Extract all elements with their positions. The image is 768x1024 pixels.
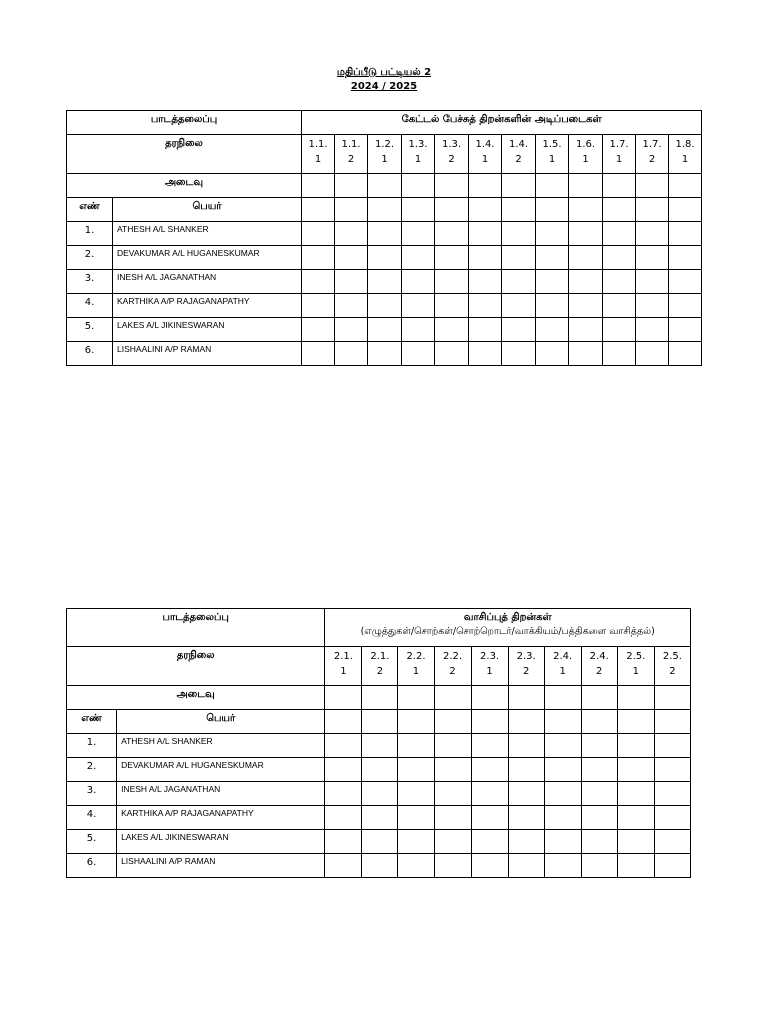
- mark-cell[interactable]: [544, 758, 581, 782]
- student-number: 1.: [67, 734, 117, 758]
- mark-cell[interactable]: [434, 686, 471, 710]
- standard-code-part: 1: [559, 666, 566, 677]
- standard-code: [508, 647, 544, 686]
- student-name: KARTHIKA A/P RAJAGANAPATHY: [117, 806, 325, 830]
- mark-cell[interactable]: [471, 830, 508, 854]
- student-row: [67, 246, 702, 270]
- standard-code: [654, 647, 690, 686]
- mark-cell[interactable]: [302, 222, 335, 246]
- student-row: [67, 318, 702, 342]
- mark-cell[interactable]: [536, 222, 569, 246]
- standard-code-part: 2: [448, 154, 455, 165]
- mark-cell[interactable]: [636, 222, 669, 246]
- mark-cell[interactable]: [368, 246, 402, 270]
- mark-cell[interactable]: [335, 318, 368, 342]
- mark-cell[interactable]: [335, 222, 368, 246]
- mark-cell[interactable]: [502, 294, 536, 318]
- student-row: [67, 222, 702, 246]
- standard-code-part: 1: [486, 666, 493, 677]
- mark-cell[interactable]: [434, 734, 471, 758]
- mark-cell[interactable]: [469, 246, 502, 270]
- student-name: LAKES A/L JIKINESWARAN: [113, 318, 302, 342]
- student-row: [67, 854, 691, 878]
- mark-cell[interactable]: [654, 830, 690, 854]
- mark-cell[interactable]: [636, 174, 669, 198]
- mark-cell[interactable]: [536, 270, 569, 294]
- standard-code: [302, 135, 335, 174]
- mark-cell[interactable]: [536, 342, 569, 366]
- name-header: பெயர்: [113, 198, 302, 222]
- mark-cell[interactable]: [508, 734, 544, 758]
- mark-cell[interactable]: [398, 758, 434, 782]
- student-number: 5.: [67, 830, 117, 854]
- mark-cell[interactable]: [435, 342, 469, 366]
- standard-code-part: 2.3.: [516, 651, 536, 662]
- mark-cell[interactable]: [402, 318, 435, 342]
- mark-cell[interactable]: [398, 806, 434, 830]
- student-name: INESH A/L JAGANATHAN: [113, 270, 302, 294]
- mark-cell[interactable]: [508, 830, 544, 854]
- student-name: ATHESH A/L SHANKER: [117, 734, 325, 758]
- mark-cell[interactable]: [536, 318, 569, 342]
- document-year: 2024 / 2025: [350, 81, 418, 92]
- standard-code-part: 1: [615, 154, 623, 165]
- mark-cell[interactable]: [536, 174, 569, 198]
- mark-cell[interactable]: [544, 830, 581, 854]
- student-row: [67, 782, 691, 806]
- mark-cell[interactable]: [581, 830, 617, 854]
- subject-value: கேட்டல் பேச்சுத் திறன்களின் அடிப்படைகள்: [302, 111, 702, 135]
- mark-cell[interactable]: [502, 198, 536, 222]
- standard-code: [536, 135, 569, 174]
- standard-label: தரநிலை: [67, 135, 302, 174]
- mark-cell[interactable]: [636, 270, 669, 294]
- mark-cell[interactable]: [302, 246, 335, 270]
- mark-cell[interactable]: [434, 710, 471, 734]
- standard-code-part: 2.4.: [589, 651, 609, 662]
- student-name: DEVAKUMAR A/L HUGANESKUMAR: [117, 758, 325, 782]
- mark-cell[interactable]: [335, 342, 368, 366]
- standard-code-part: 1: [632, 666, 639, 677]
- mark-cell[interactable]: [471, 806, 508, 830]
- subject-note: (எழுத்துகள்/சொற்கள்/சொற்றொடர்/வாக்கியம்/பத்திகளை வாசித்தல்): [360, 626, 655, 637]
- standard-code: [434, 647, 471, 686]
- standard-code: [362, 647, 398, 686]
- mark-cell[interactable]: [302, 198, 335, 222]
- standard-code-part: 1: [481, 154, 489, 165]
- mark-cell[interactable]: [617, 686, 654, 710]
- subject-label: பாடத்தலைப்பு: [67, 111, 302, 135]
- standard-code-part: 2: [515, 154, 522, 165]
- standard-code-part: 1.3.: [441, 139, 462, 150]
- standard-code: [603, 135, 636, 174]
- standard-code-part: 2.5.: [662, 651, 682, 662]
- mark-cell[interactable]: [581, 758, 617, 782]
- mark-cell[interactable]: [617, 758, 654, 782]
- mark-cell[interactable]: [669, 294, 702, 318]
- standard-code: [325, 647, 362, 686]
- standard-code-part: 1: [314, 154, 322, 165]
- standard-code-part: 1.2.: [374, 139, 395, 150]
- student-number: 1.: [67, 222, 113, 246]
- mark-cell[interactable]: [302, 294, 335, 318]
- mark-cell[interactable]: [362, 854, 398, 878]
- mark-cell[interactable]: [502, 246, 536, 270]
- mark-cell[interactable]: [435, 294, 469, 318]
- mark-cell[interactable]: [581, 806, 617, 830]
- mark-cell[interactable]: [325, 854, 362, 878]
- mark-cell[interactable]: [325, 782, 362, 806]
- mark-cell[interactable]: [469, 198, 502, 222]
- mark-cell[interactable]: [654, 806, 690, 830]
- student-number: 4.: [67, 806, 117, 830]
- mark-cell[interactable]: [669, 222, 702, 246]
- standard-code-part: 1: [340, 666, 347, 677]
- mark-cell[interactable]: [508, 782, 544, 806]
- student-row: [67, 734, 691, 758]
- standard-code-part: 1.1.: [308, 139, 328, 150]
- standard-code-part: 2: [376, 666, 384, 677]
- standard-code-part: 1.7.: [609, 139, 629, 150]
- mark-cell[interactable]: [536, 198, 569, 222]
- mark-cell[interactable]: [669, 270, 702, 294]
- mark-cell[interactable]: [398, 710, 434, 734]
- mark-cell[interactable]: [434, 758, 471, 782]
- mark-cell[interactable]: [617, 734, 654, 758]
- standard-code-part: 1: [412, 666, 420, 677]
- level-label: அடைவு: [67, 686, 325, 710]
- mark-cell[interactable]: [544, 854, 581, 878]
- mark-cell[interactable]: [302, 342, 335, 366]
- standard-code-part: 2.2.: [442, 651, 463, 662]
- standard-code: [469, 135, 502, 174]
- standard-code-part: 2.3.: [480, 651, 500, 662]
- mark-cell[interactable]: [362, 830, 398, 854]
- mark-cell[interactable]: [581, 854, 617, 878]
- mark-cell[interactable]: [669, 198, 702, 222]
- mark-cell[interactable]: [402, 246, 435, 270]
- document-header: [0, 66, 768, 94]
- mark-cell[interactable]: [398, 830, 434, 854]
- standard-code: [544, 647, 581, 686]
- mark-cell[interactable]: [435, 198, 469, 222]
- mark-cell[interactable]: [402, 342, 435, 366]
- mark-cell[interactable]: [335, 294, 368, 318]
- mark-cell[interactable]: [508, 686, 544, 710]
- mark-cell[interactable]: [544, 686, 581, 710]
- mark-cell[interactable]: [471, 734, 508, 758]
- student-number: 4.: [67, 294, 113, 318]
- mark-cell[interactable]: [362, 734, 398, 758]
- mark-cell[interactable]: [469, 318, 502, 342]
- subject-label: பாடத்தலைப்பு: [67, 609, 325, 647]
- mark-cell[interactable]: [669, 246, 702, 270]
- standard-code-part: 2: [669, 666, 676, 677]
- mark-cell[interactable]: [569, 318, 603, 342]
- mark-cell[interactable]: [636, 294, 669, 318]
- mark-cell[interactable]: [603, 198, 636, 222]
- student-name: DEVAKUMAR A/L HUGANESKUMAR: [113, 246, 302, 270]
- standard-code: [502, 135, 536, 174]
- mark-cell[interactable]: [654, 734, 690, 758]
- mark-cell[interactable]: [402, 294, 435, 318]
- student-name: LAKES A/L JIKINESWARAN: [117, 830, 325, 854]
- standard-code-part: 2: [648, 154, 656, 165]
- student-name: ATHESH A/L SHANKER: [113, 222, 302, 246]
- mark-cell[interactable]: [603, 222, 636, 246]
- mark-cell[interactable]: [617, 854, 654, 878]
- mark-cell[interactable]: [471, 686, 508, 710]
- mark-cell[interactable]: [435, 318, 469, 342]
- level-label: அடைவு: [67, 174, 302, 198]
- standard-code-part: 1.7.: [642, 139, 662, 150]
- standard-code-part: 2.2.: [406, 651, 426, 662]
- mark-cell[interactable]: [654, 686, 690, 710]
- standard-code: [669, 135, 702, 174]
- standard-code-part: 2: [449, 666, 456, 677]
- mark-cell[interactable]: [581, 734, 617, 758]
- student-row: [67, 294, 702, 318]
- mark-cell[interactable]: [325, 758, 362, 782]
- standard-code: [335, 135, 368, 174]
- mark-cell[interactable]: [325, 710, 362, 734]
- mark-cell[interactable]: [435, 246, 469, 270]
- mark-cell[interactable]: [569, 270, 603, 294]
- mark-cell[interactable]: [617, 782, 654, 806]
- standard-code-part: 2.5.: [626, 651, 646, 662]
- mark-cell[interactable]: [434, 782, 471, 806]
- mark-cell[interactable]: [335, 270, 368, 294]
- mark-cell[interactable]: [471, 710, 508, 734]
- standard-label: தரநிலை: [67, 647, 325, 686]
- mark-cell[interactable]: [325, 830, 362, 854]
- mark-cell[interactable]: [603, 342, 636, 366]
- mark-cell[interactable]: [603, 270, 636, 294]
- student-row: [67, 806, 691, 830]
- mark-cell[interactable]: [569, 246, 603, 270]
- mark-cell[interactable]: [302, 270, 335, 294]
- student-name: LISHAALINI A/P RAMAN: [113, 342, 302, 366]
- mark-cell[interactable]: [544, 782, 581, 806]
- standard-code-part: 1: [381, 154, 388, 165]
- mark-cell[interactable]: [435, 222, 469, 246]
- mark-cell[interactable]: [654, 782, 690, 806]
- mark-cell[interactable]: [569, 294, 603, 318]
- student-number: 5.: [67, 318, 113, 342]
- student-name: KARTHIKA A/P RAJAGANAPATHY: [113, 294, 302, 318]
- standard-code-part: 2.1.: [370, 651, 390, 662]
- mark-cell[interactable]: [502, 270, 536, 294]
- standard-code: [398, 647, 434, 686]
- mark-cell[interactable]: [654, 710, 690, 734]
- mark-cell[interactable]: [471, 758, 508, 782]
- standard-code: [617, 647, 654, 686]
- mark-cell[interactable]: [362, 686, 398, 710]
- assessment-table-2: [66, 608, 691, 878]
- mark-cell[interactable]: [636, 198, 669, 222]
- number-header: எண்: [67, 710, 117, 734]
- mark-cell[interactable]: [335, 174, 368, 198]
- mark-cell[interactable]: [434, 806, 471, 830]
- mark-cell[interactable]: [325, 686, 362, 710]
- mark-cell[interactable]: [654, 758, 690, 782]
- student-name: LISHAALINI A/P RAMAN: [117, 854, 325, 878]
- student-number: 3.: [67, 782, 117, 806]
- mark-cell[interactable]: [302, 174, 335, 198]
- standard-code-part: 2.4.: [553, 651, 573, 662]
- standard-code: [569, 135, 603, 174]
- mark-cell[interactable]: [502, 222, 536, 246]
- student-row: [67, 758, 691, 782]
- student-row: [67, 830, 691, 854]
- mark-cell[interactable]: [536, 246, 569, 270]
- mark-cell[interactable]: [569, 222, 603, 246]
- number-header: எண்: [67, 198, 113, 222]
- mark-cell[interactable]: [402, 198, 435, 222]
- standard-code: [636, 135, 669, 174]
- mark-cell[interactable]: [368, 294, 402, 318]
- mark-cell[interactable]: [636, 342, 669, 366]
- mark-cell[interactable]: [368, 270, 402, 294]
- mark-cell[interactable]: [502, 318, 536, 342]
- mark-cell[interactable]: [569, 198, 603, 222]
- mark-cell[interactable]: [368, 222, 402, 246]
- standard-code-part: 1: [414, 154, 422, 165]
- standard-code-part: 2: [347, 154, 355, 165]
- mark-cell[interactable]: [469, 294, 502, 318]
- mark-cell[interactable]: [636, 246, 669, 270]
- student-number: 6.: [67, 342, 113, 366]
- mark-cell[interactable]: [654, 854, 690, 878]
- mark-cell[interactable]: [669, 318, 702, 342]
- mark-cell[interactable]: [368, 198, 402, 222]
- mark-cell[interactable]: [368, 174, 402, 198]
- mark-cell[interactable]: [603, 174, 636, 198]
- standard-code-part: 1.6.: [575, 139, 596, 150]
- mark-cell[interactable]: [508, 806, 544, 830]
- standard-code-part: 2: [522, 666, 530, 677]
- standard-code-part: 2: [596, 666, 603, 677]
- mark-cell[interactable]: [362, 782, 398, 806]
- mark-cell[interactable]: [398, 782, 434, 806]
- mark-cell[interactable]: [544, 734, 581, 758]
- mark-cell[interactable]: [536, 294, 569, 318]
- mark-cell[interactable]: [669, 174, 702, 198]
- standard-code-part: 1.4.: [508, 139, 529, 150]
- mark-cell[interactable]: [581, 710, 617, 734]
- standard-code-part: 1: [681, 154, 689, 165]
- subject-value: வாசிப்புத் திறன்கள்: [463, 612, 552, 623]
- mark-cell[interactable]: [402, 222, 435, 246]
- mark-cell[interactable]: [603, 294, 636, 318]
- mark-cell[interactable]: [502, 342, 536, 366]
- assessment-table-1: [66, 110, 702, 366]
- mark-cell[interactable]: [335, 198, 368, 222]
- mark-cell[interactable]: [335, 246, 368, 270]
- mark-cell[interactable]: [368, 342, 402, 366]
- mark-cell[interactable]: [368, 318, 402, 342]
- mark-cell[interactable]: [362, 710, 398, 734]
- mark-cell[interactable]: [435, 174, 469, 198]
- mark-cell[interactable]: [544, 806, 581, 830]
- mark-cell[interactable]: [398, 854, 434, 878]
- mark-cell[interactable]: [325, 734, 362, 758]
- mark-cell[interactable]: [325, 806, 362, 830]
- mark-cell[interactable]: [603, 246, 636, 270]
- student-row: [67, 342, 702, 366]
- student-number: 6.: [67, 854, 117, 878]
- standard-code: [368, 135, 402, 174]
- mark-cell[interactable]: [581, 686, 617, 710]
- mark-cell[interactable]: [617, 830, 654, 854]
- name-header: பெயர்: [117, 710, 325, 734]
- mark-cell[interactable]: [544, 710, 581, 734]
- mark-cell[interactable]: [471, 782, 508, 806]
- mark-cell[interactable]: [469, 222, 502, 246]
- standard-code: [581, 647, 617, 686]
- mark-cell[interactable]: [398, 686, 434, 710]
- mark-cell[interactable]: [435, 270, 469, 294]
- mark-cell[interactable]: [402, 174, 435, 198]
- mark-cell[interactable]: [603, 318, 636, 342]
- mark-cell[interactable]: [362, 806, 398, 830]
- mark-cell[interactable]: [669, 342, 702, 366]
- standard-code: [402, 135, 435, 174]
- mark-cell[interactable]: [508, 758, 544, 782]
- mark-cell[interactable]: [569, 342, 603, 366]
- document-title: மதிப்பீடு பட்டியல் 2: [336, 67, 432, 78]
- mark-cell[interactable]: [398, 734, 434, 758]
- mark-cell[interactable]: [617, 806, 654, 830]
- student-number: 2.: [67, 246, 113, 270]
- mark-cell[interactable]: [569, 174, 603, 198]
- mark-cell[interactable]: [471, 854, 508, 878]
- mark-cell[interactable]: [469, 270, 502, 294]
- mark-cell[interactable]: [502, 174, 536, 198]
- standard-code-part: 1.4.: [475, 139, 495, 150]
- student-row: [67, 270, 702, 294]
- mark-cell[interactable]: [362, 758, 398, 782]
- standard-code-part: 1.8.: [675, 139, 695, 150]
- standard-code-part: 2.1.: [333, 651, 353, 662]
- standard-code: [471, 647, 508, 686]
- mark-cell[interactable]: [581, 782, 617, 806]
- mark-cell[interactable]: [508, 854, 544, 878]
- subject-cell: [325, 609, 691, 647]
- student-number: 3.: [67, 270, 113, 294]
- standard-code-part: 1.1.: [341, 139, 361, 150]
- mark-cell[interactable]: [617, 710, 654, 734]
- mark-cell[interactable]: [402, 270, 435, 294]
- mark-cell[interactable]: [434, 830, 471, 854]
- standard-code-part: 1: [582, 154, 589, 165]
- standard-code-part: 1.3.: [408, 139, 428, 150]
- student-number: 2.: [67, 758, 117, 782]
- mark-cell[interactable]: [469, 174, 502, 198]
- mark-cell[interactable]: [469, 342, 502, 366]
- standard-code: [435, 135, 469, 174]
- mark-cell[interactable]: [636, 318, 669, 342]
- standard-code-part: 1: [548, 154, 556, 165]
- mark-cell[interactable]: [434, 854, 471, 878]
- mark-cell[interactable]: [508, 710, 544, 734]
- standard-code-part: 1.5.: [542, 139, 562, 150]
- mark-cell[interactable]: [302, 318, 335, 342]
- student-name: INESH A/L JAGANATHAN: [117, 782, 325, 806]
